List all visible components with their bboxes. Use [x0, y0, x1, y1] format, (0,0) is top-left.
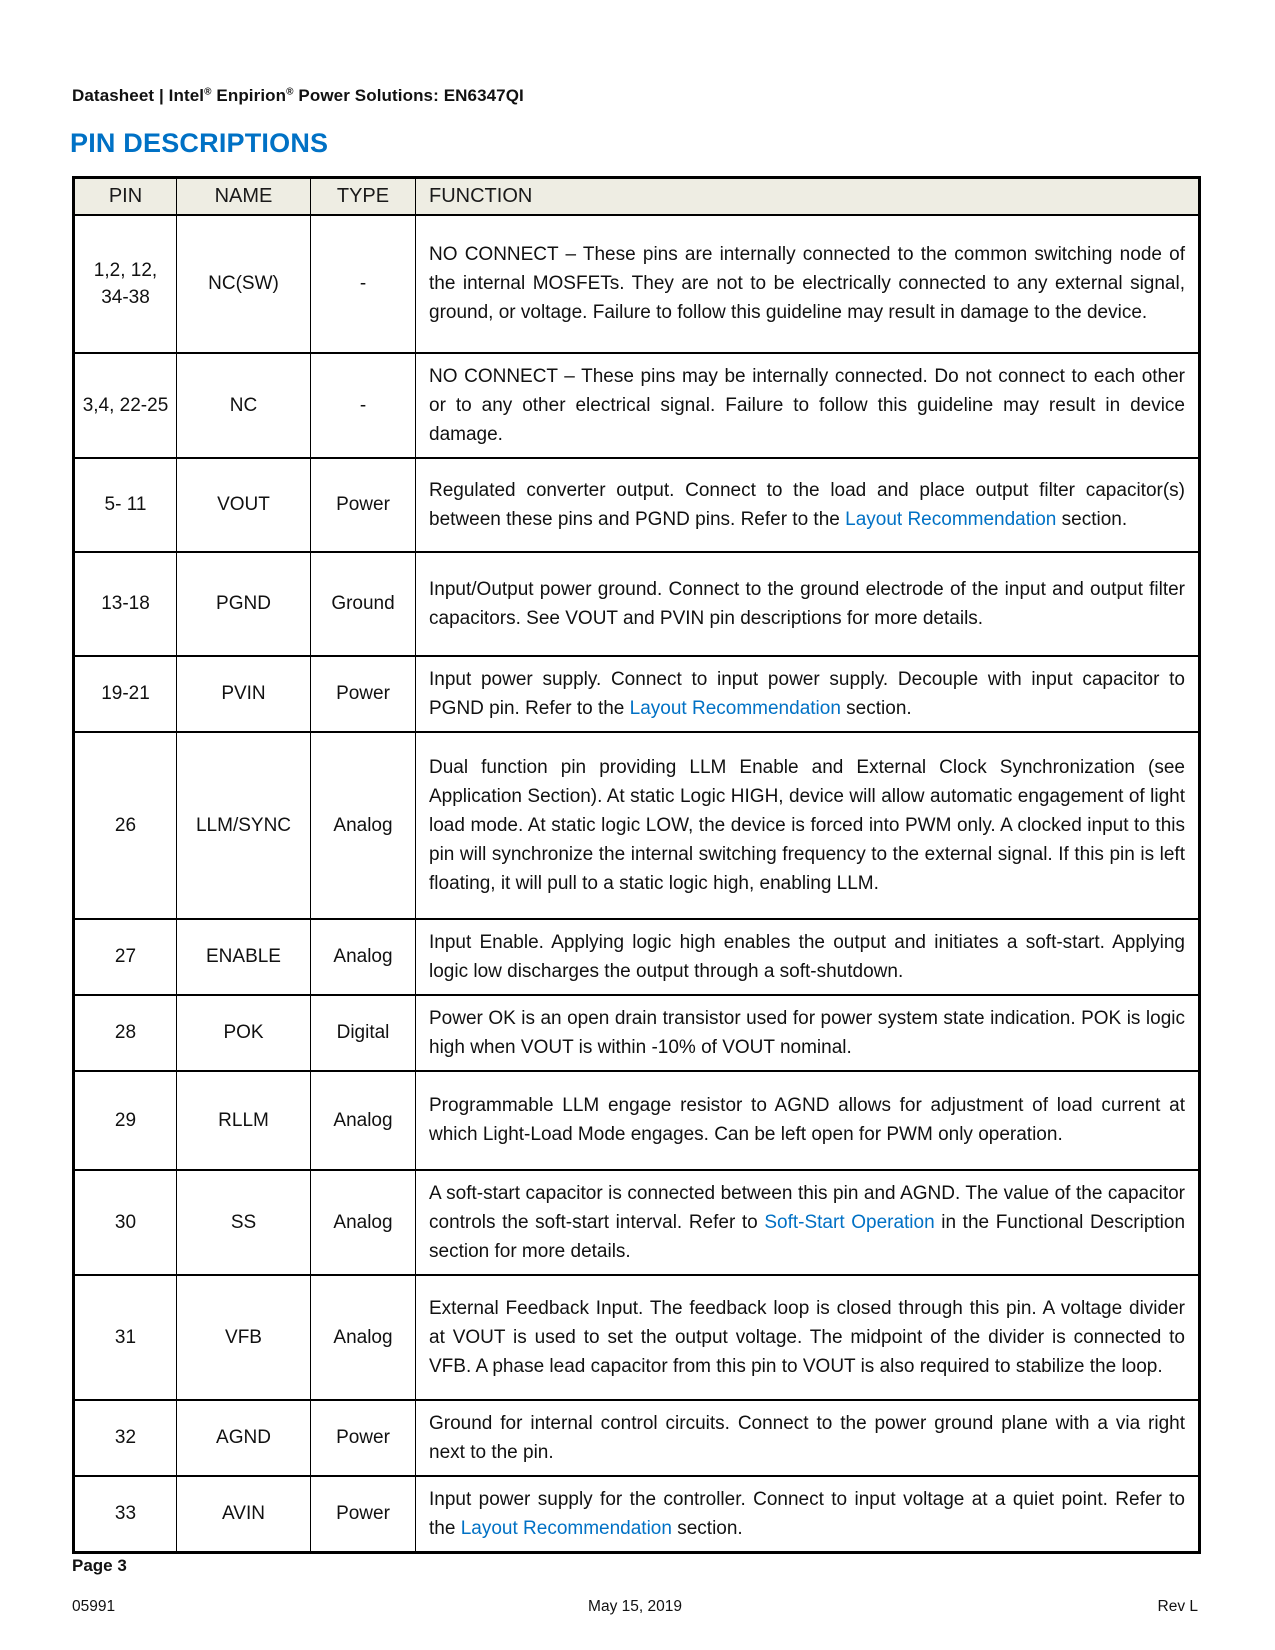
table-row [74, 215, 1200, 353]
doc-revision: Rev L [1157, 1598, 1198, 1615]
name-cell: NC(SW) [177, 215, 311, 353]
name-cell: VOUT [177, 458, 311, 552]
table-row [74, 458, 1200, 552]
page-title: PIN DESCRIPTIONS [70, 128, 329, 158]
name-cell: RLLM [177, 1071, 311, 1170]
pin-cell: 27 [74, 919, 177, 995]
type-cell: Power [311, 1476, 416, 1553]
pin-cell: 5- 11 [74, 458, 177, 552]
column-header-function: FUNCTION [416, 178, 1200, 215]
registered-mark: ® [286, 86, 294, 98]
doc-date: May 15, 2019 [588, 1598, 682, 1615]
doc-number: 05991 [72, 1598, 116, 1615]
type-cell: Ground [311, 552, 416, 656]
function-cell: Regulated converter output. Connect to the load and place output filter capacitor(s) between these pins and PGND pins. Refer to the Layout Recommendation section. [416, 458, 1200, 552]
table-row [74, 732, 1200, 919]
section-link[interactable]: Soft-Start Operation [764, 1211, 935, 1233]
table-row [74, 919, 1200, 995]
table-row [74, 353, 1200, 458]
table-row [74, 1170, 1200, 1275]
function-cell: External Feedback Input. The feedback loop is closed through this pin. A voltage divider at VOUT is used to set the output voltage. The midpoint of the divider is connected to VFB. A phase lead capacitor from this pin to VOUT is also required to stabilize the loop. [416, 1275, 1200, 1400]
name-cell: VFB [177, 1275, 311, 1400]
table-row [74, 552, 1200, 656]
section-link[interactable]: Layout Recommendation [845, 508, 1057, 530]
function-cell: NO CONNECT – These pins are internally connected to the common switching node of the internal MOSFETs. They are not to be electrically connected to any external signal, ground, or voltage. Failure to follow this guideline may result in damage to the device. [416, 215, 1200, 353]
page-footer [72, 1598, 1198, 1616]
name-cell: POK [177, 995, 311, 1071]
type-cell: Power [311, 458, 416, 552]
function-cell: Programmable LLM engage resistor to AGND allows for adjustment of load current at which Light-Load Mode engages. Can be left open for PWM only operation. [416, 1071, 1200, 1170]
pin-cell: 30 [74, 1170, 177, 1275]
page-number-label: Page 3 [72, 1556, 127, 1575]
name-cell: PVIN [177, 656, 311, 732]
function-cell: Input/Output power ground. Connect to the ground electrode of the input and output filter capacitors. See VOUT and PVIN pin descriptions for more details. [416, 552, 1200, 656]
table-row [74, 1275, 1200, 1400]
table-header-row [74, 178, 1200, 215]
pin-cell: 19-21 [74, 656, 177, 732]
type-cell: Analog [311, 1170, 416, 1275]
pin-cell: 13-18 [74, 552, 177, 656]
type-cell: Analog [311, 1275, 416, 1400]
table-row [74, 1400, 1200, 1476]
name-cell: ENABLE [177, 919, 311, 995]
type-cell: Digital [311, 995, 416, 1071]
name-cell: AVIN [177, 1476, 311, 1553]
column-header-pin: PIN [74, 178, 177, 215]
pin-descriptions-table [72, 176, 1201, 1554]
type-cell: Analog [311, 1071, 416, 1170]
table-row [74, 1071, 1200, 1170]
name-cell: LLM/SYNC [177, 732, 311, 919]
pin-cell: 32 [74, 1400, 177, 1476]
name-cell: SS [177, 1170, 311, 1275]
function-cell: Input Enable. Applying logic high enables the output and initiates a soft-start. Applying logic low discharges the output through a soft-shutdown. [416, 919, 1200, 995]
table-row [74, 1476, 1200, 1553]
pin-cell: 3,4, 22-25 [74, 353, 177, 458]
type-cell: Analog [311, 919, 416, 995]
pin-cell: 31 [74, 1275, 177, 1400]
type-cell: - [311, 353, 416, 458]
type-cell: - [311, 215, 416, 353]
name-cell: NC [177, 353, 311, 458]
doc-header: Datasheet | Intel® Enpirion® Power Solutions: EN6347QI [72, 86, 524, 105]
pin-table-body [74, 215, 1200, 1553]
registered-mark: ® [204, 86, 212, 98]
pin-cell: 1,2, 12, 34-38 [74, 215, 177, 353]
name-cell: AGND [177, 1400, 311, 1476]
table-row [74, 995, 1200, 1071]
column-header-type: TYPE [311, 178, 416, 215]
function-cell: Ground for internal control circuits. Connect to the power ground plane with a via right next to the pin. [416, 1400, 1200, 1476]
pin-cell: 33 [74, 1476, 177, 1553]
type-cell: Power [311, 1400, 416, 1476]
pin-cell: 28 [74, 995, 177, 1071]
function-cell: Power OK is an open drain transistor used for power system state indication. POK is logic high when VOUT is within -10% of VOUT nominal. [416, 995, 1200, 1071]
section-link[interactable]: Layout Recommendation [460, 1517, 672, 1539]
table-row [74, 656, 1200, 732]
column-header-name: NAME [177, 178, 311, 215]
pin-cell: 29 [74, 1071, 177, 1170]
function-cell: Dual function pin providing LLM Enable and External Clock Synchronization (see Application Section). At static Logic HIGH, device will allow automatic engagement of light load mode. At static logic LOW, the device is forced into PWM only. A clocked input to this pin will synchronize the internal switching frequency to the external signal. If this pin is left floating, it will pull to a static logic high, enabling LLM. [416, 732, 1200, 919]
type-cell: Analog [311, 732, 416, 919]
function-cell: Input power supply. Connect to input power supply. Decouple with input capacitor to PGND pin. Refer to the Layout Recommendation section. [416, 656, 1200, 732]
type-cell: Power [311, 656, 416, 732]
section-link[interactable]: Layout Recommendation [629, 697, 841, 719]
pin-cell: 26 [74, 732, 177, 919]
function-cell: Input power supply for the controller. Connect to input voltage at a quiet point. Refer to the Layout Recommendation section. [416, 1476, 1200, 1553]
function-cell: A soft-start capacitor is connected between this pin and AGND. The value of the capacitor controls the soft-start interval. Refer to Soft-Start Operation in the Functional Description section for more details. [416, 1170, 1200, 1275]
name-cell: PGND [177, 552, 311, 656]
function-cell: NO CONNECT – These pins may be internally connected. Do not connect to each other or to any other electrical signal. Failure to follow this guideline may result in device damage. [416, 353, 1200, 458]
